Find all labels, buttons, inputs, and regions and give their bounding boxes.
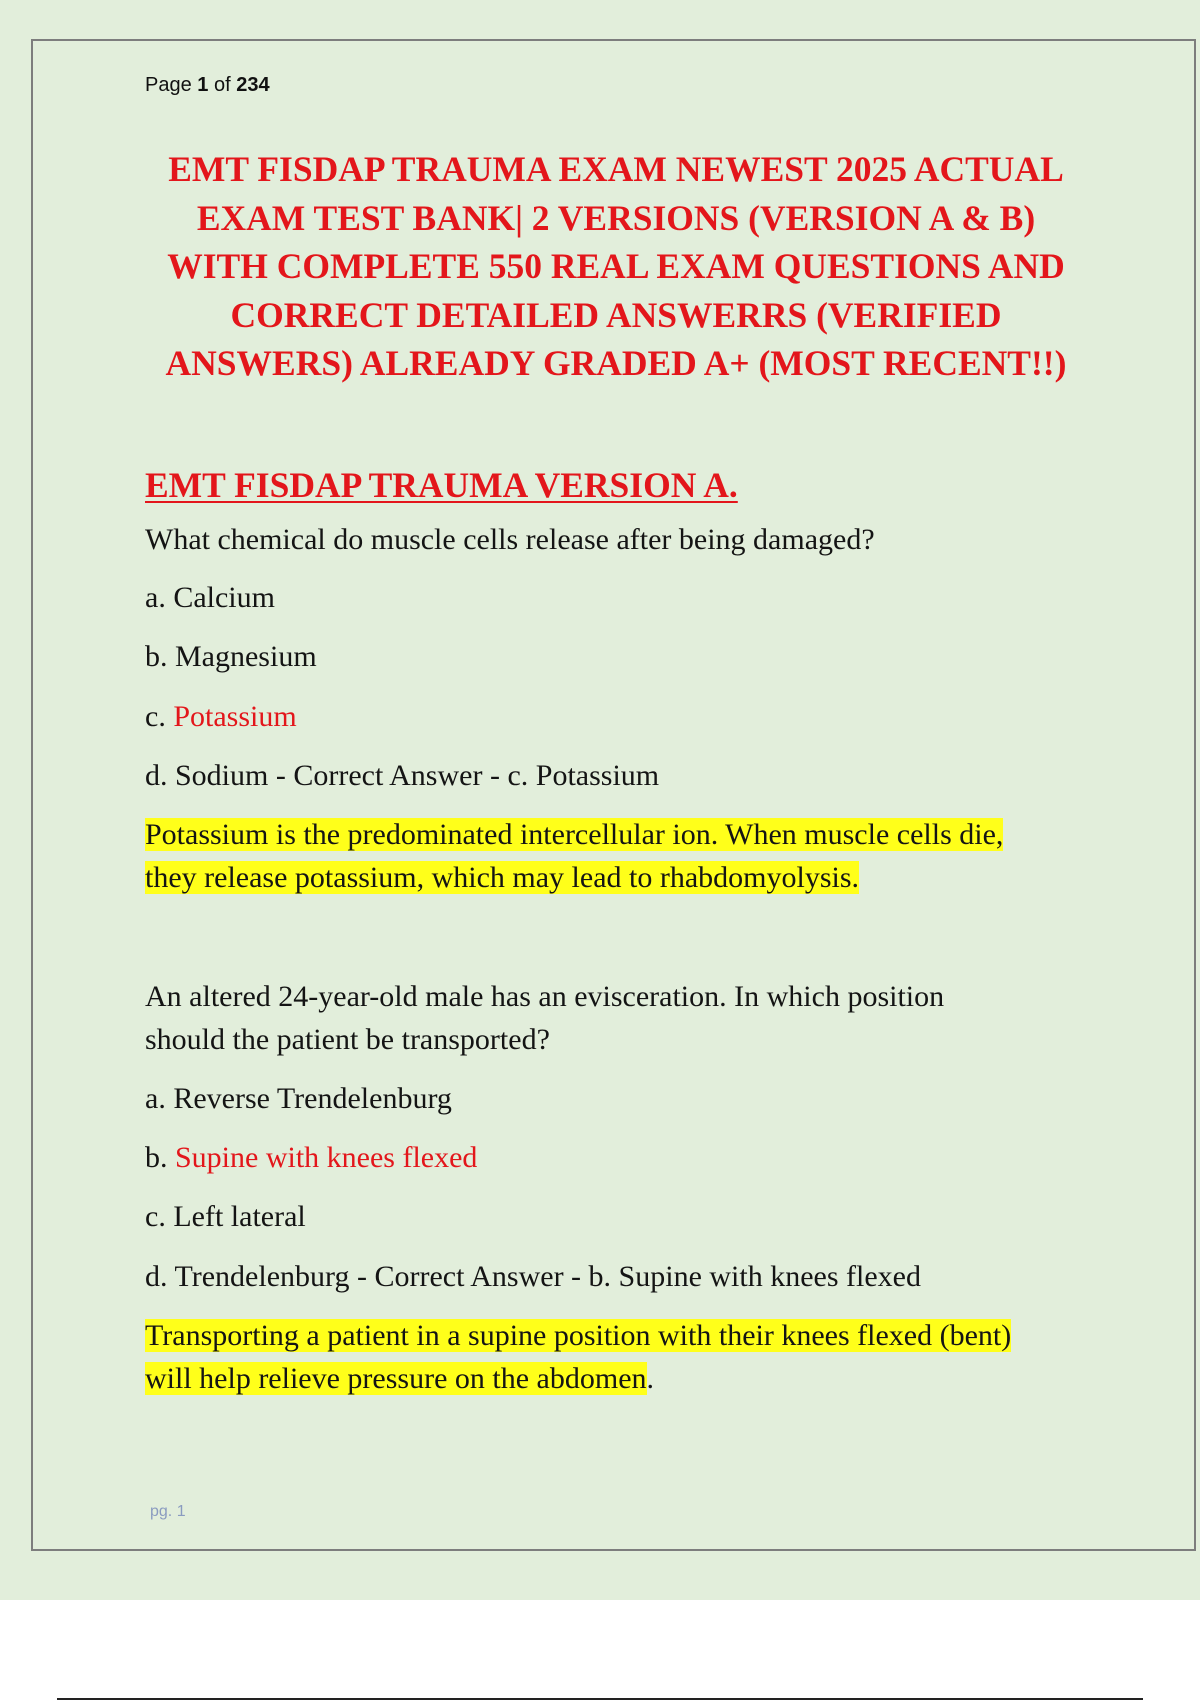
answer-option [145, 581, 275, 615]
explanation-line [145, 818, 1003, 852]
title-line: EXAM TEST BANK| 2 VERSIONS (VERSION A & B) [196, 197, 1036, 238]
trailing-period: . [646, 1362, 655, 1395]
option-text: Magnesium [175, 640, 317, 673]
option-prefix: d. [145, 759, 175, 792]
option-prefix: c. [145, 700, 174, 733]
option-prefix: b. [145, 1141, 175, 1174]
option-prefix: c. [145, 1200, 174, 1233]
question-text: What chemical do muscle cells release after being damaged? [145, 523, 875, 556]
title-line: ANSWERS) ALREADY GRADED A+ (MOST RECENT!!) [165, 343, 1067, 383]
title-line: WITH COMPLETE 550 REAL EXAM QUESTIONS AND [167, 246, 1065, 286]
page-counter [145, 74, 270, 97]
page-total: 234 [236, 74, 270, 96]
highlighted-explanation: Potassium is the predominated intercellular ion. When muscle cells die, [145, 818, 1004, 851]
option-text: Trendelenburg - Correct Answer - b. Supine with knees flexed [174, 1260, 921, 1293]
section-heading: EMT FISDAP TRAUMA VERSION A. [145, 465, 738, 505]
option-prefix: b. [145, 640, 175, 673]
explanation-line [145, 1319, 1011, 1353]
option-prefix: d. [145, 1260, 175, 1293]
of-word: of [213, 74, 231, 96]
highlighted-explanation: Transporting a patient in a supine position with their knees flexed (bent) [145, 1319, 1012, 1352]
option-text: Sodium - Correct Answer - c. Potassium [175, 759, 660, 792]
option-text: Calcium [173, 581, 275, 614]
answer-option-correct [145, 700, 297, 734]
page-footer-label: pg. 1 [150, 1503, 186, 1520]
correct-option-text: Potassium [173, 700, 297, 733]
document-title [145, 145, 1087, 388]
option-prefix: a. [145, 581, 174, 614]
answer-option [145, 1082, 452, 1116]
option-text: Reverse Trendelenburg [173, 1082, 452, 1115]
highlighted-explanation: they release potassium, which may lead to rhabdomyolysis. [145, 861, 860, 894]
answer-option [145, 640, 317, 674]
answer-option [145, 1200, 306, 1234]
option-text: Left lateral [173, 1200, 306, 1233]
answer-option [145, 1260, 921, 1294]
answer-option-correct [145, 1141, 477, 1175]
explanation-line [145, 1362, 654, 1396]
question-text: should the patient be transported? [145, 1023, 550, 1056]
option-prefix: a. [145, 1082, 174, 1115]
question-text: An altered 24-year-old male has an evisceration. In which position [145, 980, 945, 1013]
title-line: EMT FISDAP TRAUMA EXAM NEWEST 2025 ACTUAL [168, 149, 1064, 189]
answer-option [145, 759, 659, 793]
correct-option-text: Supine with knees flexed [175, 1141, 478, 1174]
page-number: 1 [197, 74, 209, 96]
page-word: Page [145, 74, 192, 96]
explanation-line [145, 861, 859, 895]
highlighted-explanation: will help relieve pressure on the abdomen [145, 1362, 647, 1395]
title-line: CORRECT DETAILED ANSWERRS (VERIFIED [230, 294, 1002, 335]
